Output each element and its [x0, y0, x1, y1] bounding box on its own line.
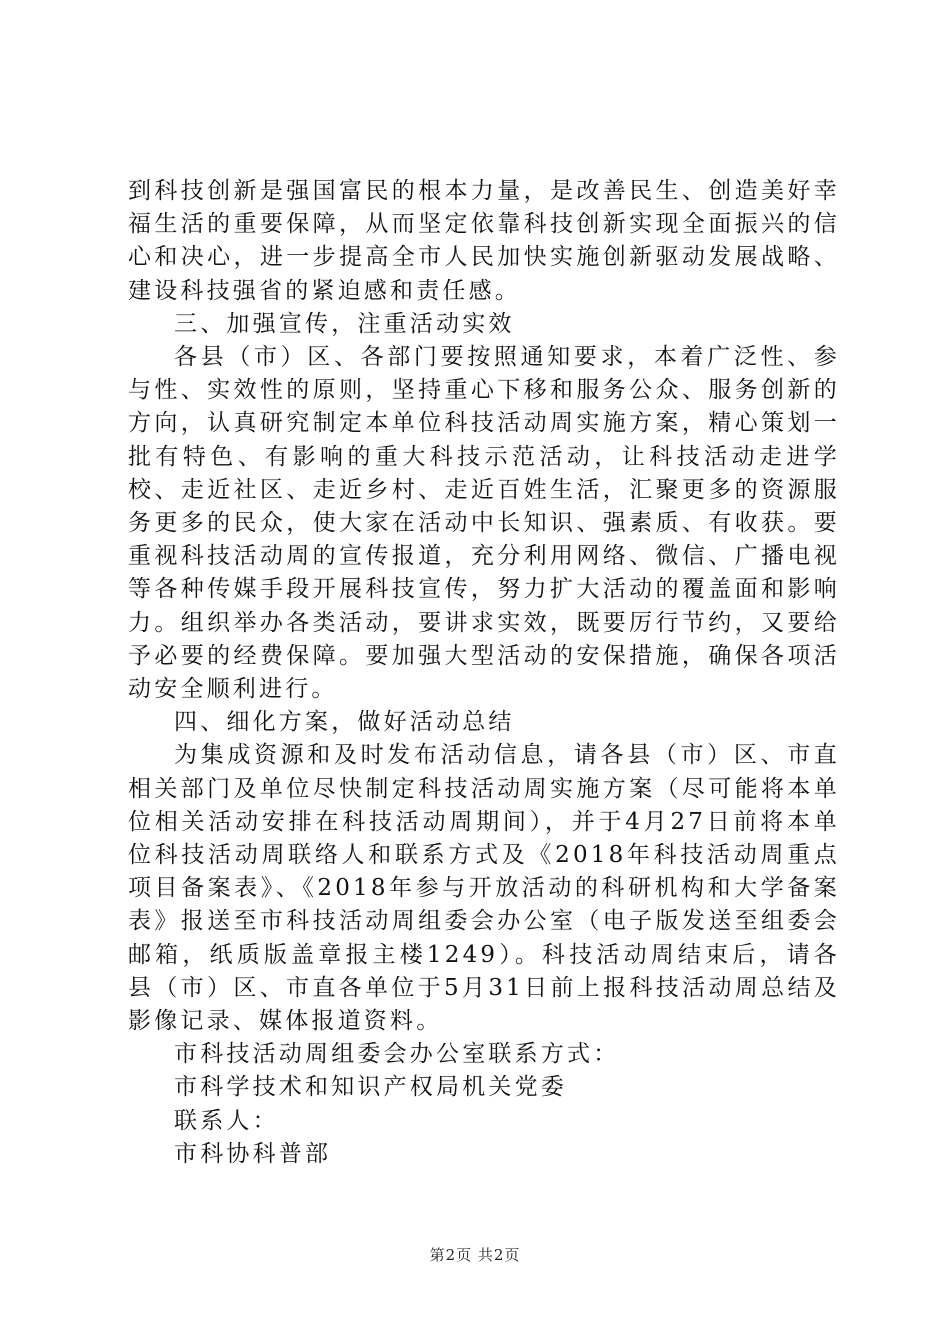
section-3-paragraph: 各县（市）区、各部门要按照通知要求，本着广泛性、参与性、实效性的原则，坚持重心下移和服务公众、服务创新的方向，认真研究制定本单位科技活动周实施方案，精心策划一批有特色、有影响的重大科技示范活动，让科技活动走进学校、走近社区、走近乡村、走近百姓生活，汇聚更多的资源服务更多的民众，使大家在活动中长知识、强素质、有收获。要重视科技活动周的宣传报道，充分利用网络、微信、广播电视等各种传媒手段开展科技宣传，努力扩大活动的覆盖面和影响力。组织举办各类活动，要讲求实效，既要厉行节约，又要给予必要的经费保障。要加强大型活动的安保措施，确保各项活动安全顺利进行。 [128, 344, 840, 703]
section-4-paragraph: 为集成资源和及时发布活动信息，请各县（市）区、市直相关部门及单位尽快制定科技活动周实施方案（尽可能将本单位相关活动安排在科技活动周期间），并于4月27日前将本单位科技活动周联络人和联系方式及《2018年科技活动周重点项目备案表》、《2018年参与开放活动的科研机构和大学备案表》报送至市科技活动周组委会办公室（电子版发送至组委会邮箱，纸质版盖章报主楼1249）。科技活动周结束后，请各县（市）区、市直各单位于5月31日前上报科技活动周总结及影像记录、媒体报道资料。 [128, 742, 840, 1035]
contact-organization: 市科学技术和知识产权局机关党委 [174, 1074, 567, 1101]
continuation-paragraph: 到科技创新是强国富民的根本力量，是改善民生、创造美好幸福生活的重要保障，从而坚定依靠科技创新实现全面振兴的信心和决心，进一步提高全市人民加快实施创新驱动发展战略、建设科技强省的紧迫感和责任感。 [128, 178, 840, 304]
contact-person-label: 联系人： [174, 1107, 279, 1134]
contact-title: 市科技活动周组委会办公室联系方式： [174, 1041, 620, 1068]
contact-department: 市科协科普部 [174, 1140, 332, 1167]
section-heading-3: 三、加强宣传，注重活动实效 [174, 310, 515, 337]
section-heading-4: 四、细化方案，做好活动总结 [174, 709, 515, 736]
document-body [128, 175, 840, 1171]
page-number-footer: 第2页 共2页 [429, 1246, 521, 1264]
